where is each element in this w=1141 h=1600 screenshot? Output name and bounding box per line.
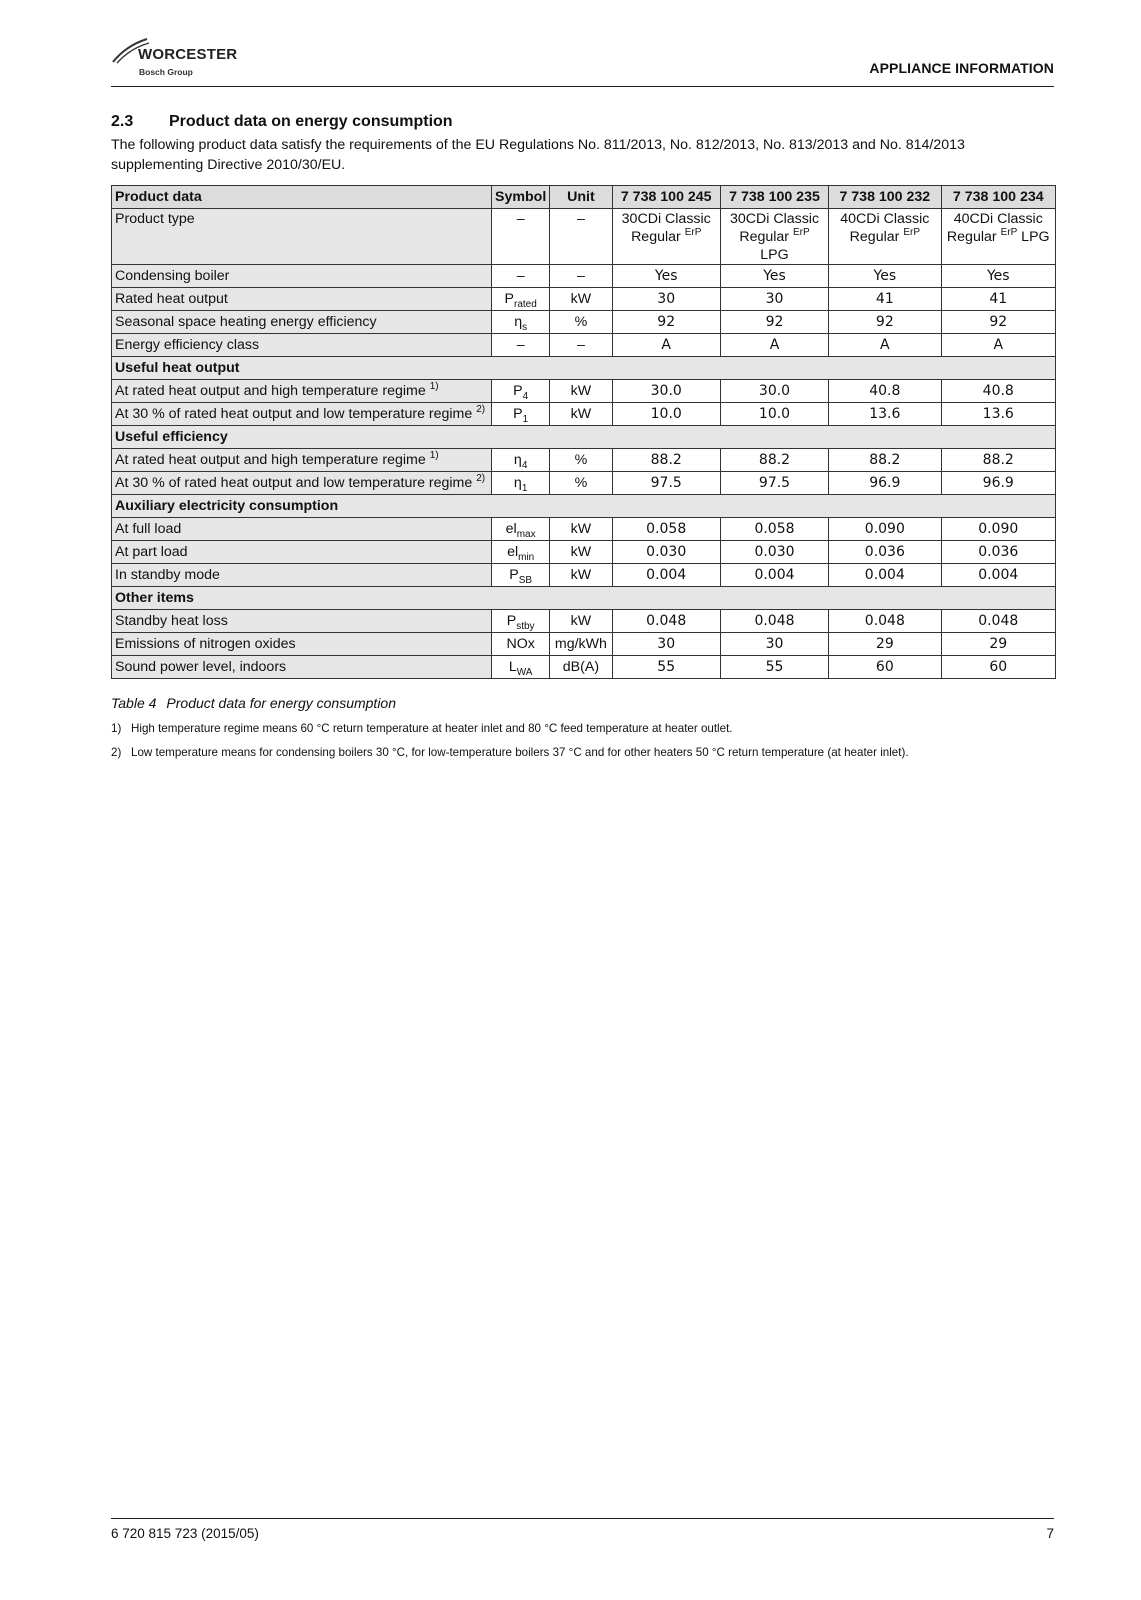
symbol-subscript: min bbox=[518, 552, 535, 563]
table-cell: 0.048 bbox=[829, 610, 941, 633]
table-cell: Yes bbox=[720, 265, 828, 288]
row-label bbox=[112, 541, 492, 564]
row-unit: kW bbox=[550, 518, 612, 541]
table-cell: 0.004 bbox=[941, 564, 1055, 587]
logo-wordmark: WORCESTER bbox=[138, 46, 238, 63]
row-label-text: Rated heat output bbox=[115, 291, 228, 307]
table-cell: Yes bbox=[941, 265, 1055, 288]
row-label-text: Sound power level, indoors bbox=[115, 659, 287, 675]
table-cell: 0.004 bbox=[829, 564, 941, 587]
table-cell: 0.058 bbox=[612, 518, 720, 541]
table-cell: 97.5 bbox=[720, 472, 828, 495]
table-cell: Yes bbox=[612, 265, 720, 288]
table-cell: 40.8 bbox=[941, 380, 1055, 403]
table-cell: 0.030 bbox=[612, 541, 720, 564]
table-cell: 88.2 bbox=[720, 449, 828, 472]
footnote-ref: 2) bbox=[476, 404, 486, 415]
symbol-base: NOx bbox=[506, 636, 535, 652]
row-label bbox=[112, 610, 492, 633]
table-cell: 40.8 bbox=[829, 380, 941, 403]
table-row bbox=[112, 656, 1056, 679]
symbol-base: P bbox=[513, 406, 523, 422]
footnotes bbox=[111, 721, 909, 769]
symbol-base: – bbox=[516, 268, 525, 284]
table-cell: A bbox=[720, 334, 828, 357]
table-cell: 92 bbox=[612, 311, 720, 334]
product-name-sup: ErP bbox=[1000, 227, 1018, 238]
table-body-useful-efficiency bbox=[112, 449, 1056, 495]
table-row bbox=[112, 610, 1056, 633]
row-symbol bbox=[492, 633, 550, 656]
row-label-text: At 30 % of rated heat output and low temperature regime bbox=[115, 406, 477, 422]
table-row bbox=[112, 265, 1056, 288]
col-header: 7 738 100 235 bbox=[720, 186, 828, 209]
product-name-line2: Regular bbox=[946, 229, 1001, 245]
table-cell: 88.2 bbox=[941, 449, 1055, 472]
group-row bbox=[112, 587, 1056, 610]
table-cell: 41 bbox=[829, 288, 941, 311]
symbol-subscript: WA bbox=[516, 667, 533, 678]
table-cell: 92 bbox=[829, 311, 941, 334]
table-body-auxiliary bbox=[112, 518, 1056, 587]
symbol-subscript: s bbox=[522, 322, 528, 333]
row-label-text: Emissions of nitrogen oxides bbox=[115, 636, 296, 652]
row-symbol bbox=[492, 541, 550, 564]
table-cell: 29 bbox=[941, 633, 1055, 656]
table-row bbox=[112, 472, 1056, 495]
row-unit: mg/kWh bbox=[550, 633, 612, 656]
table-cell bbox=[720, 209, 828, 265]
section-title: Product data on energy consumption bbox=[169, 113, 453, 130]
table-cell: 30.0 bbox=[612, 380, 720, 403]
group-label: Auxiliary electricity consumption bbox=[112, 495, 1056, 518]
row-symbol bbox=[492, 564, 550, 587]
product-name-line1: 40CDi Classic bbox=[840, 211, 930, 227]
row-unit: kW bbox=[550, 610, 612, 633]
symbol-subscript: rated bbox=[513, 299, 537, 310]
row-label-text: In standby mode bbox=[115, 567, 220, 583]
footnote-text: Low temperature means for condensing boilers 30 °C, for low-temperature boilers 37 °C and for other heaters 50 °C return temperature (at heater inlet). bbox=[131, 746, 909, 759]
row-label-text: At rated heat output and high temperature regime bbox=[115, 452, 430, 468]
table-row bbox=[112, 518, 1056, 541]
row-label bbox=[112, 265, 492, 288]
symbol-subscript: 1 bbox=[522, 414, 529, 425]
row-label-text: Seasonal space heating energy efficiency bbox=[115, 314, 377, 330]
section-heading bbox=[111, 112, 1056, 132]
header-section-title: APPLIANCE INFORMATION bbox=[869, 60, 1054, 76]
symbol-base: el bbox=[507, 544, 519, 560]
row-unit: % bbox=[550, 472, 612, 495]
row-label bbox=[112, 564, 492, 587]
row-symbol: – bbox=[492, 209, 550, 265]
row-unit: kW bbox=[550, 380, 612, 403]
row-label-text: At full load bbox=[115, 521, 182, 537]
row-label-text: Condensing boiler bbox=[115, 268, 230, 284]
table-cell: 0.004 bbox=[612, 564, 720, 587]
table-body-general bbox=[112, 265, 1056, 357]
symbol-base: η bbox=[513, 452, 522, 468]
group-row bbox=[112, 357, 1056, 380]
row-unit: % bbox=[550, 449, 612, 472]
row-unit: kW bbox=[550, 564, 612, 587]
row-label bbox=[112, 518, 492, 541]
symbol-base: P bbox=[504, 291, 514, 307]
row-symbol bbox=[492, 656, 550, 679]
footnote-number: 2) bbox=[111, 746, 122, 759]
symbol-base: η bbox=[514, 314, 523, 330]
product-name-line1: 30CDi Classic bbox=[621, 211, 711, 227]
row-unit: kW bbox=[550, 541, 612, 564]
table-row-product-type bbox=[112, 209, 1056, 265]
table-cell: 30 bbox=[612, 288, 720, 311]
footnote-ref: 2) bbox=[476, 473, 486, 484]
row-label bbox=[112, 288, 492, 311]
row-label-text: Standby heat loss bbox=[115, 613, 228, 629]
row-label bbox=[112, 633, 492, 656]
caption-number: Table 4 bbox=[111, 695, 157, 711]
table-cell: 29 bbox=[829, 633, 941, 656]
row-symbol bbox=[492, 311, 550, 334]
col-header: Product data bbox=[112, 186, 492, 209]
table-cell: 0.058 bbox=[720, 518, 828, 541]
symbol-base: P bbox=[509, 567, 519, 583]
table-cell: 0.004 bbox=[720, 564, 828, 587]
table-cell: 41 bbox=[941, 288, 1055, 311]
table-cell: 0.048 bbox=[612, 610, 720, 633]
energy-data-table bbox=[111, 185, 1056, 679]
product-name-suffix: LPG bbox=[760, 247, 789, 263]
table-cell: 0.036 bbox=[941, 541, 1055, 564]
row-label-text: At 30 % of rated heat output and low temperature regime bbox=[115, 475, 477, 491]
page-footer bbox=[111, 1518, 1054, 1541]
row-unit: – bbox=[550, 209, 612, 265]
table-row bbox=[112, 564, 1056, 587]
table-cell bbox=[612, 209, 720, 265]
col-header: 7 738 100 234 bbox=[941, 186, 1055, 209]
symbol-base: L bbox=[508, 659, 517, 675]
group-row bbox=[112, 426, 1056, 449]
table-cell: A bbox=[612, 334, 720, 357]
table-cell: 0.090 bbox=[941, 518, 1055, 541]
table-row bbox=[112, 334, 1056, 357]
table-group-header bbox=[112, 357, 1056, 380]
row-symbol bbox=[492, 334, 550, 357]
table-cell: 55 bbox=[720, 656, 828, 679]
row-label bbox=[112, 334, 492, 357]
document-code: 6 720 815 723 (2015/05) bbox=[111, 1526, 259, 1541]
symbol-base: P bbox=[513, 383, 523, 399]
product-name-suffix: LPG bbox=[1017, 229, 1050, 245]
table-cell: 96.9 bbox=[829, 472, 941, 495]
product-name-sup: ErP bbox=[903, 227, 920, 238]
footnote bbox=[111, 745, 909, 761]
section-2-3 bbox=[111, 112, 1056, 175]
group-label: Other items bbox=[112, 587, 1056, 610]
table-row bbox=[112, 449, 1056, 472]
table-row bbox=[112, 541, 1056, 564]
row-label bbox=[112, 311, 492, 334]
worcester-logo bbox=[111, 36, 241, 80]
product-name-line1: 40CDi Classic bbox=[953, 211, 1043, 227]
table-cell: 0.030 bbox=[720, 541, 828, 564]
symbol-base: el bbox=[505, 521, 517, 537]
product-name-sup: ErP bbox=[792, 227, 810, 238]
footnote bbox=[111, 721, 909, 737]
symbol-base: – bbox=[516, 337, 525, 353]
symbol-base: P bbox=[506, 613, 517, 629]
product-name-line2: Regular bbox=[631, 229, 685, 245]
symbol-subscript: 4 bbox=[522, 391, 529, 402]
symbol-subscript: SB bbox=[518, 575, 533, 586]
table-caption bbox=[111, 695, 396, 711]
table-cell: 30 bbox=[612, 633, 720, 656]
table-cell: 10.0 bbox=[720, 403, 828, 426]
table-cell: 0.036 bbox=[829, 541, 941, 564]
row-symbol bbox=[492, 610, 550, 633]
section-intro: The following product data satisfy the requirements of the EU Regulations No. 811/2013, No. 812/2013, No. 813/2013 and No. 814/2013 supplementing Directive 2010/30/EU. bbox=[111, 137, 965, 173]
table-cell: Yes bbox=[829, 265, 941, 288]
table-group-header bbox=[112, 495, 1056, 518]
row-label bbox=[112, 656, 492, 679]
group-row bbox=[112, 495, 1056, 518]
col-header: 7 738 100 245 bbox=[612, 186, 720, 209]
table-row bbox=[112, 311, 1056, 334]
row-symbol bbox=[492, 288, 550, 311]
row-symbol bbox=[492, 380, 550, 403]
table-cell: 30 bbox=[720, 288, 828, 311]
table-body-useful-heat bbox=[112, 380, 1056, 426]
table-cell: 97.5 bbox=[612, 472, 720, 495]
row-unit: kW bbox=[550, 403, 612, 426]
product-name-line2: Regular bbox=[739, 229, 793, 245]
row-unit: % bbox=[550, 311, 612, 334]
product-name-sup: ErP bbox=[684, 227, 702, 238]
table-cell: A bbox=[829, 334, 941, 357]
symbol-subscript: 1 bbox=[521, 483, 528, 494]
row-label bbox=[112, 403, 492, 426]
table-cell: A bbox=[941, 334, 1055, 357]
row-unit: dB(A) bbox=[550, 656, 612, 679]
table-body-other bbox=[112, 610, 1056, 679]
table-cell: 0.090 bbox=[829, 518, 941, 541]
product-name-line1: 30CDi Classic bbox=[729, 211, 820, 227]
col-header: Unit bbox=[550, 186, 612, 209]
table-cell: 30 bbox=[720, 633, 828, 656]
table-row bbox=[112, 403, 1056, 426]
table-group-header bbox=[112, 587, 1056, 610]
row-symbol bbox=[492, 472, 550, 495]
row-label-text: At rated heat output and high temperature regime bbox=[115, 383, 430, 399]
table-header-row bbox=[112, 186, 1056, 209]
group-label: Useful efficiency bbox=[112, 426, 1056, 449]
table-row bbox=[112, 288, 1056, 311]
table-cell: 60 bbox=[829, 656, 941, 679]
footnote-ref: 1) bbox=[429, 450, 439, 461]
row-label bbox=[112, 380, 492, 403]
table-cell: 30.0 bbox=[720, 380, 828, 403]
table-cell: 10.0 bbox=[612, 403, 720, 426]
footnote-ref: 1) bbox=[429, 381, 439, 392]
row-label-text: At part load bbox=[115, 544, 188, 560]
page-number: 7 bbox=[1046, 1526, 1054, 1541]
page-header bbox=[111, 34, 1054, 87]
row-unit: – bbox=[550, 265, 612, 288]
symbol-subscript: stby bbox=[516, 621, 535, 632]
row-label: Product type bbox=[112, 209, 492, 265]
table-cell: 92 bbox=[720, 311, 828, 334]
table-cell: 60 bbox=[941, 656, 1055, 679]
table-cell: 88.2 bbox=[612, 449, 720, 472]
caption-text: Product data for energy consumption bbox=[166, 695, 396, 711]
col-header: Symbol bbox=[492, 186, 550, 209]
row-label bbox=[112, 449, 492, 472]
row-label bbox=[112, 472, 492, 495]
product-name-line2: Regular bbox=[849, 229, 904, 245]
row-unit: – bbox=[550, 334, 612, 357]
footnote-text: High temperature regime means 60 °C return temperature at heater inlet and 80 °C feed temperature at heater outlet. bbox=[131, 722, 733, 735]
table-cell: 88.2 bbox=[829, 449, 941, 472]
group-label: Useful heat output bbox=[112, 357, 1056, 380]
table-cell bbox=[829, 209, 941, 265]
table-row bbox=[112, 633, 1056, 656]
row-label-text: Energy efficiency class bbox=[115, 337, 260, 353]
footnote-number: 1) bbox=[111, 722, 122, 735]
col-header: 7 738 100 232 bbox=[829, 186, 941, 209]
table-cell: 55 bbox=[612, 656, 720, 679]
logo-subtitle: Bosch Group bbox=[139, 67, 193, 77]
table-cell: 13.6 bbox=[829, 403, 941, 426]
row-symbol bbox=[492, 265, 550, 288]
table-cell: 0.048 bbox=[941, 610, 1055, 633]
symbol-subscript: 4 bbox=[521, 460, 528, 471]
row-symbol bbox=[492, 518, 550, 541]
table-cell: 0.048 bbox=[720, 610, 828, 633]
table-row bbox=[112, 380, 1056, 403]
table-cell bbox=[941, 209, 1055, 265]
table-cell: 96.9 bbox=[941, 472, 1055, 495]
symbol-base: η bbox=[513, 475, 522, 491]
section-number: 2.3 bbox=[111, 113, 134, 130]
table-cell: 13.6 bbox=[941, 403, 1055, 426]
row-symbol bbox=[492, 403, 550, 426]
table-cell: 92 bbox=[941, 311, 1055, 334]
row-symbol bbox=[492, 449, 550, 472]
symbol-subscript: max bbox=[516, 529, 536, 540]
table-group-header bbox=[112, 426, 1056, 449]
row-unit: kW bbox=[550, 288, 612, 311]
